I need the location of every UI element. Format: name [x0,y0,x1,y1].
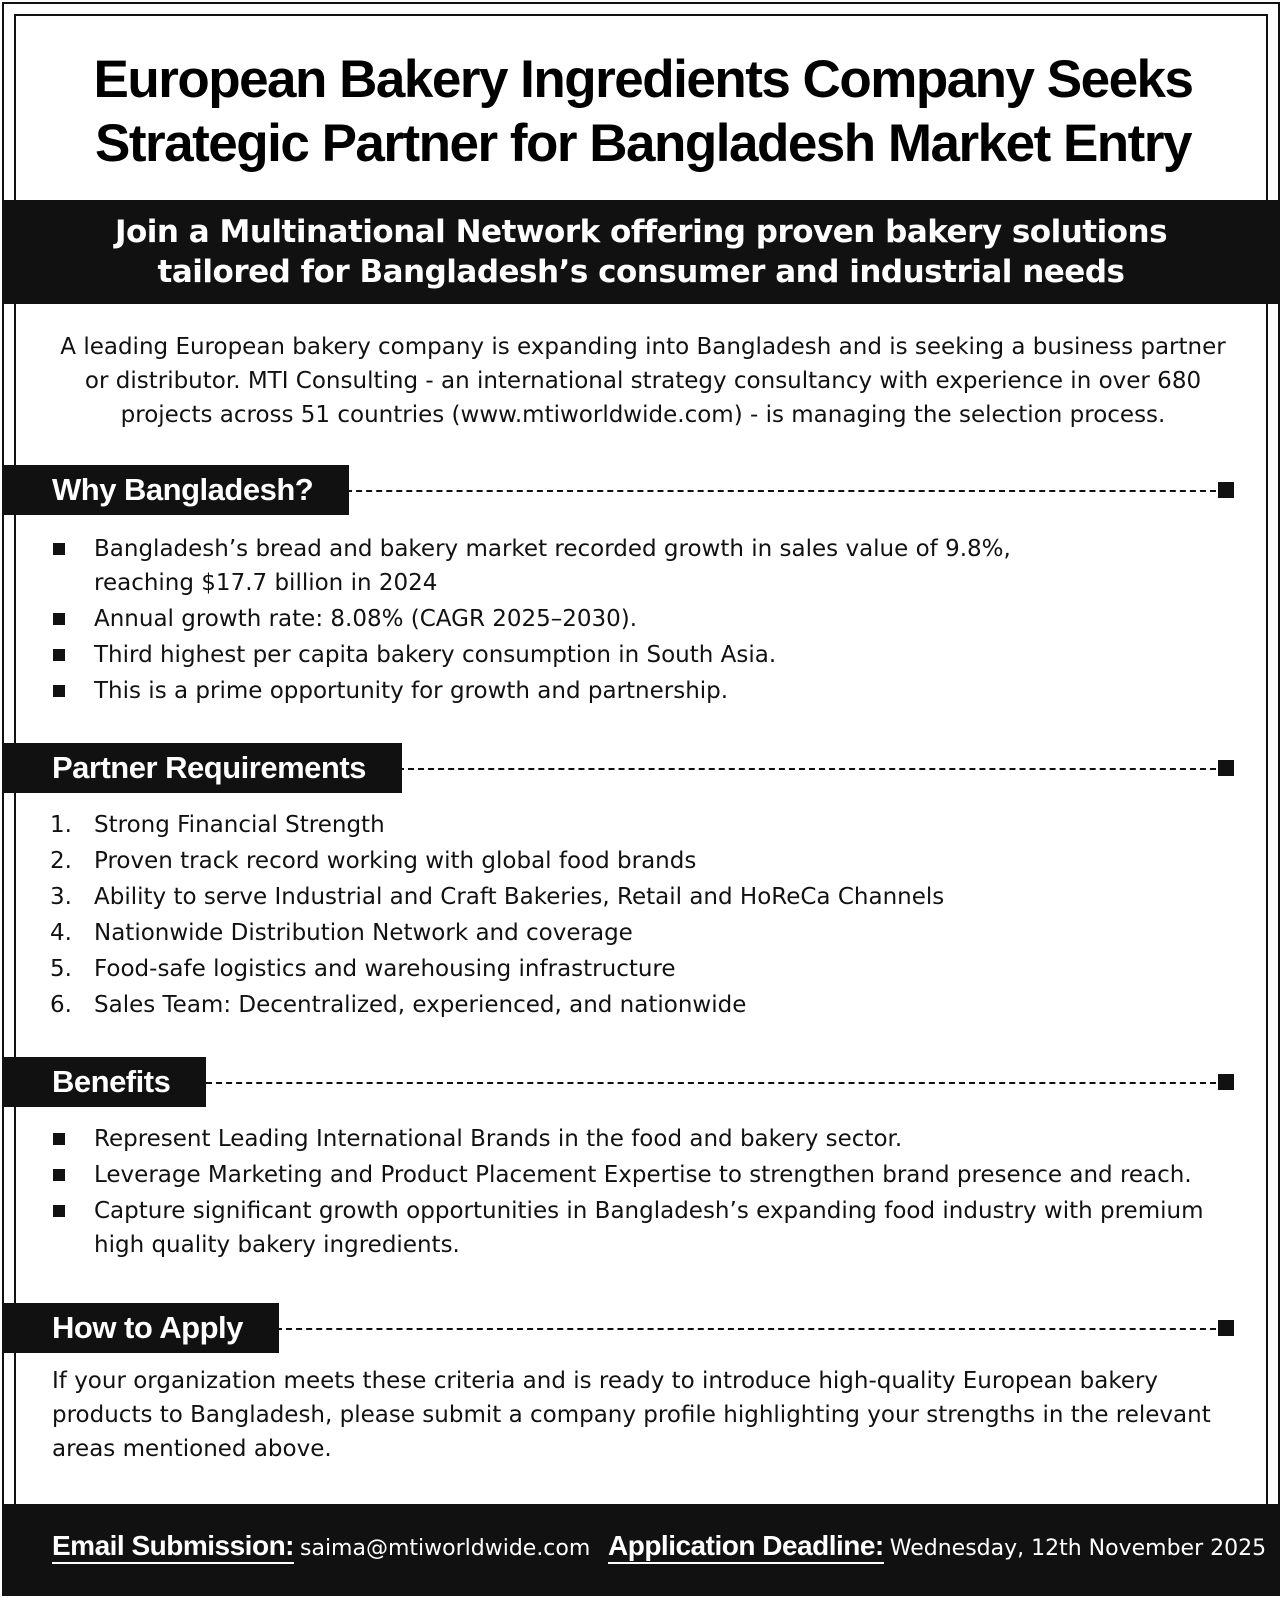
banner-line-1: Join a Multinational Network offering proven bakery solutions [114,214,1168,250]
list-item: 5. Food-safe logistics and warehousing infrastructure [50,956,676,982]
divider-end-marker [1218,1320,1234,1336]
intro-line-3: projects across 51 countries (www.mtiworldwide.com) - is managing the selection process. [120,402,1166,428]
list-item: 1. Strong Financial Strength [50,812,385,838]
intro-line-1: A leading European bakery company is expanding into Bangladesh and is seeking a business partner [60,334,1226,360]
section-divider [336,490,1216,492]
why-bangladesh-list [48,532,1238,710]
bullet-icon [53,613,65,625]
section-divider [206,1082,1216,1084]
benefits-list [48,1122,1238,1264]
divider-end-marker [1218,760,1234,776]
list-item: Leverage Marketing and Product Placement Expertise to strengthen brand presence and reach. [48,1158,1238,1192]
bullet-icon [53,649,65,661]
page-title [0,48,1286,176]
section-heading-how-to-apply: How to Apply [2,1303,279,1353]
divider-end-marker [1218,1074,1234,1090]
list-item: 4. Nationwide Distribution Network and coverage [50,920,633,946]
subtitle-banner [2,200,1280,304]
list-item: Bangladesh’s bread and bakery market recorded growth in sales value of 9.8%, reaching $17.7 billion in 2024 [48,532,1238,600]
bullet-icon [53,1205,65,1217]
section-heading-benefits: Benefits [2,1057,206,1107]
bullet-icon [53,1169,65,1181]
section-divider [398,768,1216,770]
title-line-1: European Bakery Ingredients Company Seeks [93,50,1193,109]
bullet-icon [53,1133,65,1145]
list-item: 3. Ability to serve Industrial and Craft Bakeries, Retail and HoReCa Channels [50,884,945,910]
footer-bar [2,1504,1280,1596]
email-submission [52,1530,590,1562]
deadline-label: Application Deadline: [608,1530,884,1564]
partner-requirements-list [48,808,1238,1024]
list-item: Capture significant growth opportunities in Bangladesh’s expanding food industry with premium high quality bakery ingredients. [48,1194,1238,1262]
section-divider [276,1328,1216,1330]
list-item: Annual growth rate: 8.08% (CAGR 2025–2030). [48,602,1238,636]
email-label: Email Submission: [52,1530,294,1564]
bullet-icon [53,543,65,555]
intro-paragraph [40,330,1246,432]
bullet-icon [53,685,65,697]
list-item: Third highest per capita bakery consumption in South Asia. [48,638,1238,672]
email-address[interactable]: saima@mtiworldwide.com [300,1536,591,1561]
list-item: Represent Leading International Brands in the food and bakery sector. [48,1122,1238,1156]
intro-line-2: or distributor. MTI Consulting - an international strategy consultancy with experience in over 680 [84,368,1202,394]
apply-paragraph: If your organization meets these criteria and is ready to introduce high-quality European bakery products to Bangladesh, please submit a company profile highlighting your strengths in the relevant areas mentioned above. [52,1368,1211,1462]
title-line-2: Strategic Partner for Bangladesh Market Entry [95,114,1191,173]
divider-end-marker [1218,482,1234,498]
section-heading-why-bangladesh: Why Bangladesh? [2,465,349,515]
section-heading-partner-requirements: Partner Requirements [2,743,402,793]
list-item: 2. Proven track record working with global food brands [50,848,697,874]
deadline-date: Wednesday, 12th November 2025 [889,1536,1267,1561]
list-item: 6. Sales Team: Decentralized, experienced, and nationwide [50,992,747,1018]
application-deadline [608,1530,1266,1562]
list-item: This is a prime opportunity for growth and partnership. [48,674,1238,708]
banner-line-2: tailored for Bangladesh’s consumer and industrial needs [157,254,1125,290]
